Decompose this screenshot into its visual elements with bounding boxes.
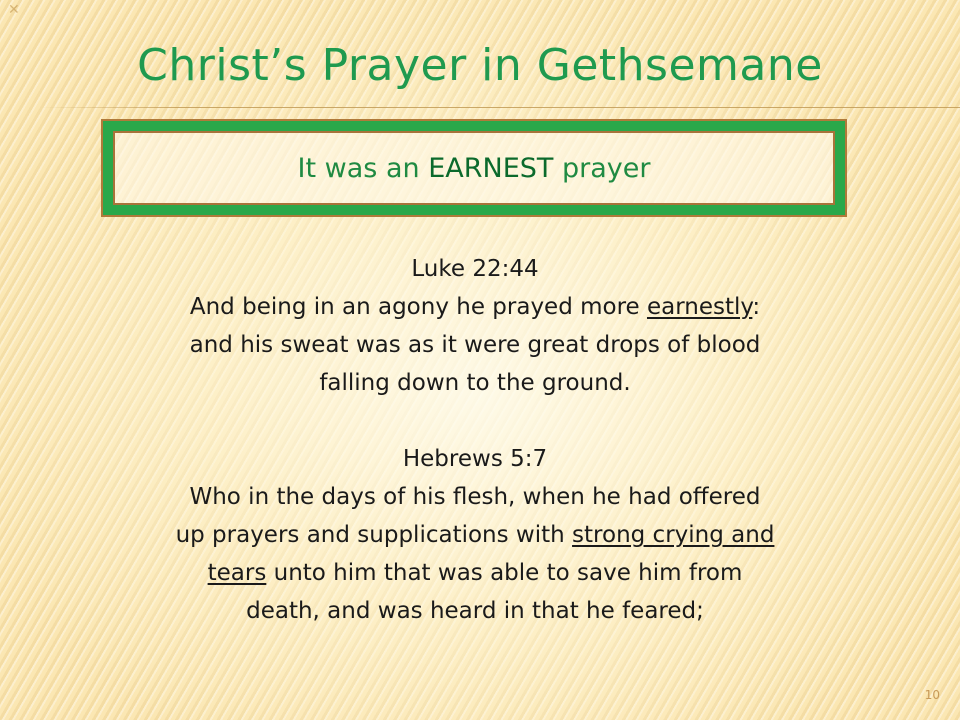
passage-text: up prayers and supplications with [175, 522, 573, 548]
passage-line: and his sweat was as it were great drops of blood [189, 332, 761, 358]
passage-line: Who in the days of his flesh, when he had offered [189, 484, 761, 510]
passage-text: : [752, 294, 761, 320]
subtitle-emphasis: EARNEST [428, 152, 554, 184]
passage-underlined-text: earnestly [647, 294, 753, 320]
passage-text: unto him that was able to save him from [266, 560, 743, 586]
passage-reference: Luke 22:44 [411, 256, 539, 282]
subtitle-box [103, 121, 845, 215]
passage-line [30, 554, 920, 592]
subtitle [298, 153, 651, 184]
corner-x-mark: ✕ [8, 2, 20, 18]
passage-line [30, 516, 920, 554]
subtitle-suffix: prayer [553, 152, 651, 184]
passage-spacer [30, 402, 920, 440]
passage-line: death, and was heard in that he feared; [246, 598, 704, 624]
passage-line: falling down to the ground. [319, 370, 631, 396]
passage-underlined-text: strong crying and [572, 522, 775, 548]
title-divider [40, 107, 960, 108]
page-number: 10 [924, 688, 940, 702]
slide-title: Christ’s Prayer in Gethsemane [137, 40, 823, 91]
scripture-body [30, 250, 920, 630]
passage-text: And being in an agony he prayed more [189, 294, 647, 320]
passage-underlined-text: tears [207, 560, 267, 586]
subtitle-prefix: It was an [297, 152, 429, 184]
passage-line [30, 288, 920, 326]
passage-reference: Hebrews 5:7 [402, 446, 548, 472]
